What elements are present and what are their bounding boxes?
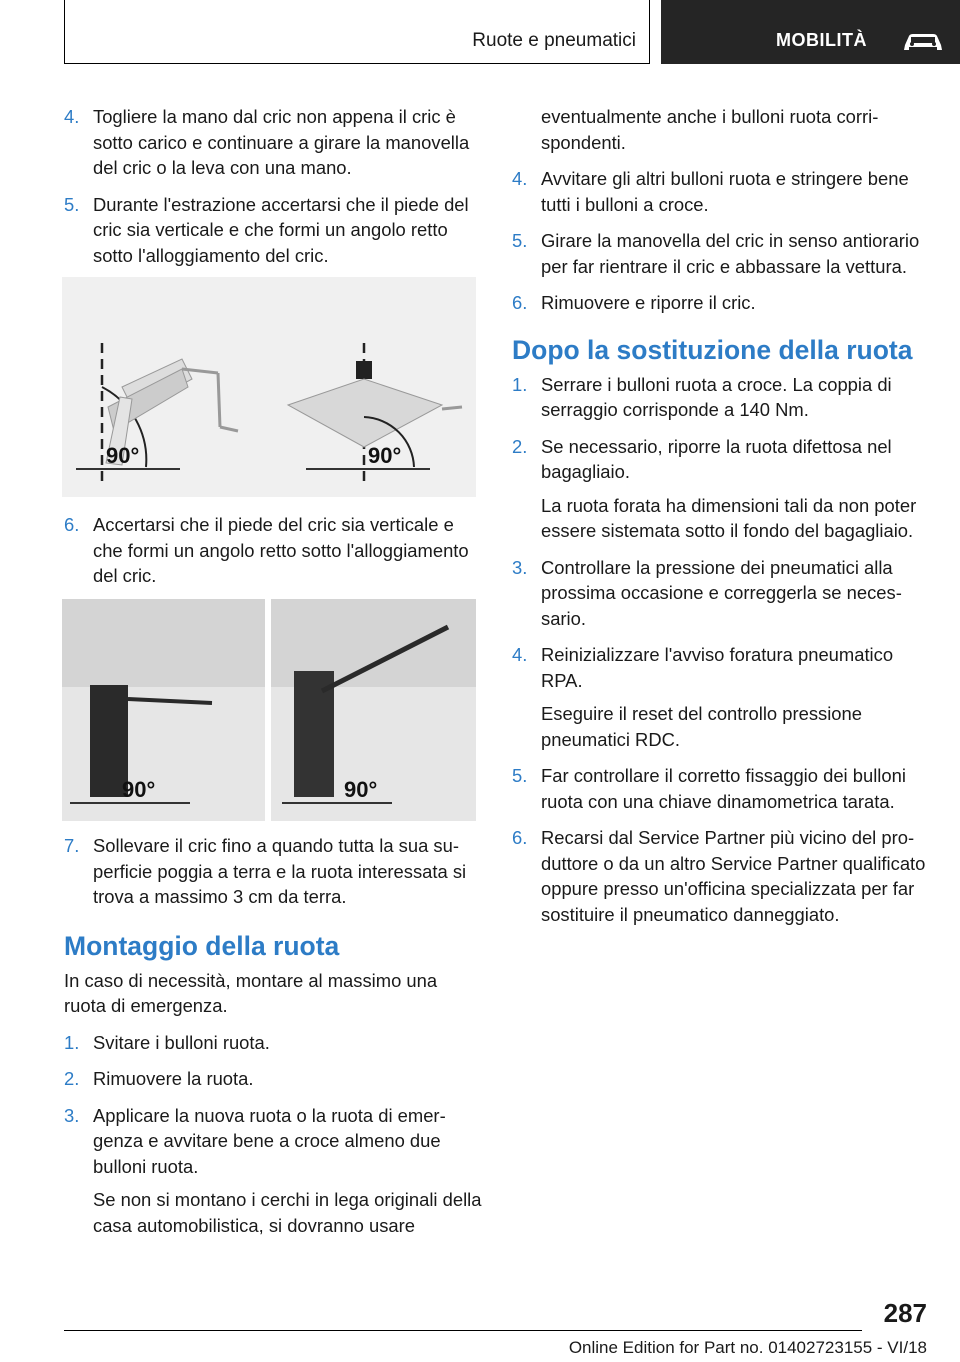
list-item: [64, 1030, 482, 1056]
step-number: 5.: [512, 230, 528, 251]
step-note: Eseguire il reset del controllo pressione pneumatici RDC.: [541, 703, 862, 750]
step-number: 5.: [64, 193, 80, 215]
step-number: 2.: [512, 435, 528, 457]
left-column-top: [64, 104, 482, 279]
step-text: Durante l'estrazione accertarsi che il piede del cric sia verticale e che formi un angolo retto sotto l'alloggiamento del cric.: [93, 193, 469, 266]
step-number: 7.: [64, 835, 80, 856]
section-title: Ruote e pneumatici: [472, 30, 636, 51]
left-column-mid: [64, 512, 482, 600]
step-text: Avvitare gli altri bulloni ruota e stringere bene tutti i bulloni a croce.: [541, 168, 909, 215]
list-item: [512, 825, 930, 927]
list-item: [512, 372, 930, 423]
list-item: [64, 512, 482, 589]
list-item: [512, 228, 930, 279]
list-item: [64, 192, 482, 269]
header-underline: [64, 63, 650, 64]
step-text: Controllare la pressione dei pneumatici alla prossima occasione e correggerla se necessario.: [541, 556, 902, 629]
step-text: Accertarsi che il piede del cric sia verticale e che formi un angolo retto sotto l'alloggiamento del cric.: [93, 514, 469, 586]
step-number: 3.: [64, 1104, 80, 1126]
header-left-rule: [64, 0, 65, 64]
step-text: Svitare i bulloni ruota.: [93, 1031, 270, 1053]
step-text: Girare la manovella del cric in senso antiorario per far rientrare il cric e abbassare la vettura.: [541, 230, 920, 277]
step-note: La ruota forata ha dimensioni tali da non poter essere sistemata sotto il fondo del bagagliaio.: [541, 494, 917, 541]
step-text: Rimuovere e riporre il cric.: [541, 292, 756, 313]
car-icon: [901, 30, 945, 54]
jack-diagram: [62, 277, 476, 497]
chapter-tab: [661, 0, 960, 64]
section-heading: Dopo la sostituzione della ruota: [512, 334, 913, 365]
angle-label: 90°: [344, 777, 378, 802]
section-intro: In caso di necessità, montare al massimo una ruota di emergenza.: [64, 969, 438, 1016]
step-number: 5.: [512, 765, 528, 786]
list-item: [512, 642, 930, 752]
list-item: [512, 166, 930, 217]
step-number: 4.: [512, 168, 528, 189]
list-item: [64, 833, 482, 910]
step-text: Togliere la mano dal cric non appena il cric è sotto carico e continuare a girare la manovella del cric o la leva con una mano.: [93, 106, 470, 178]
angle-label: 90°: [106, 443, 140, 468]
step-number: 2.: [64, 1068, 80, 1089]
jack-diagram-figure: [62, 277, 476, 497]
step-text: Far controllare il corretto fissaggio dei bulloni ruota con una chiave dinamometrica tarata.: [541, 765, 906, 812]
step-number: 6.: [512, 827, 528, 848]
list-item: [512, 763, 930, 814]
step-text: Reinizializzare l'avviso foratura pneumatico RPA.: [541, 644, 894, 691]
step-number: 4.: [512, 644, 528, 665]
list-item: [64, 1066, 482, 1092]
edition-text: Online Edition for Part no. 01402723155 - VI/18: [568, 1338, 927, 1357]
section-heading: Montaggio della ruota: [64, 930, 340, 961]
step-note: Se non si montano i cerchi in lega originali della casa automobilistica, si dovranno usare: [93, 1189, 482, 1236]
step-number: 4.: [64, 106, 80, 127]
continuation-text: eventualmente anche i bulloni ruota corrispondenti.: [541, 106, 879, 153]
step-number: 3.: [512, 556, 528, 578]
step-text: Rimuovere la ruota.: [93, 1068, 254, 1089]
page-number: 287: [883, 1298, 927, 1328]
step-number: 1.: [64, 1031, 80, 1053]
chapter-tab-label: MOBILITÀ: [776, 30, 867, 50]
step-text: Recarsi dal Service Partner più vicino del produttore o da un altro Service Partner qualificato oppure presso un'officina specializzata per far sostituire il pneumatico danneggiato.: [541, 827, 926, 925]
list-item: [64, 1103, 482, 1239]
list-item: [512, 290, 930, 316]
angle-label: 90°: [122, 777, 156, 802]
footer-rule: [64, 1330, 862, 1331]
step-text: Applicare la nuova ruota o la ruota di emergenza e avvitare bene a croce almeno due bulloni ruota.: [93, 1104, 446, 1177]
step-text: Serrare i bulloni ruota a croce. La coppia di serraggio corrisponde a 140 Nm.: [541, 373, 892, 420]
step-text: Se necessario, riporre la ruota difettosa nel bagagliaio.: [541, 435, 892, 482]
list-item: [64, 104, 482, 181]
step-number: 1.: [512, 373, 528, 395]
jack-photo-figure: [62, 599, 476, 821]
list-item: [512, 434, 930, 544]
right-column: [512, 104, 930, 938]
step-text: Sollevare il cric fino a quando tutta la sua superficie poggia a terra e la ruota interessata si trova a massimo 3 cm da terra.: [93, 835, 467, 907]
angle-label: 90°: [368, 443, 402, 468]
header-divider: [649, 0, 650, 64]
list-item: [512, 555, 930, 632]
left-column-bottom: [64, 833, 482, 1249]
step-number: 6.: [64, 514, 80, 535]
step-number: 6.: [512, 292, 528, 313]
jack-photo-illustration: [62, 599, 476, 821]
